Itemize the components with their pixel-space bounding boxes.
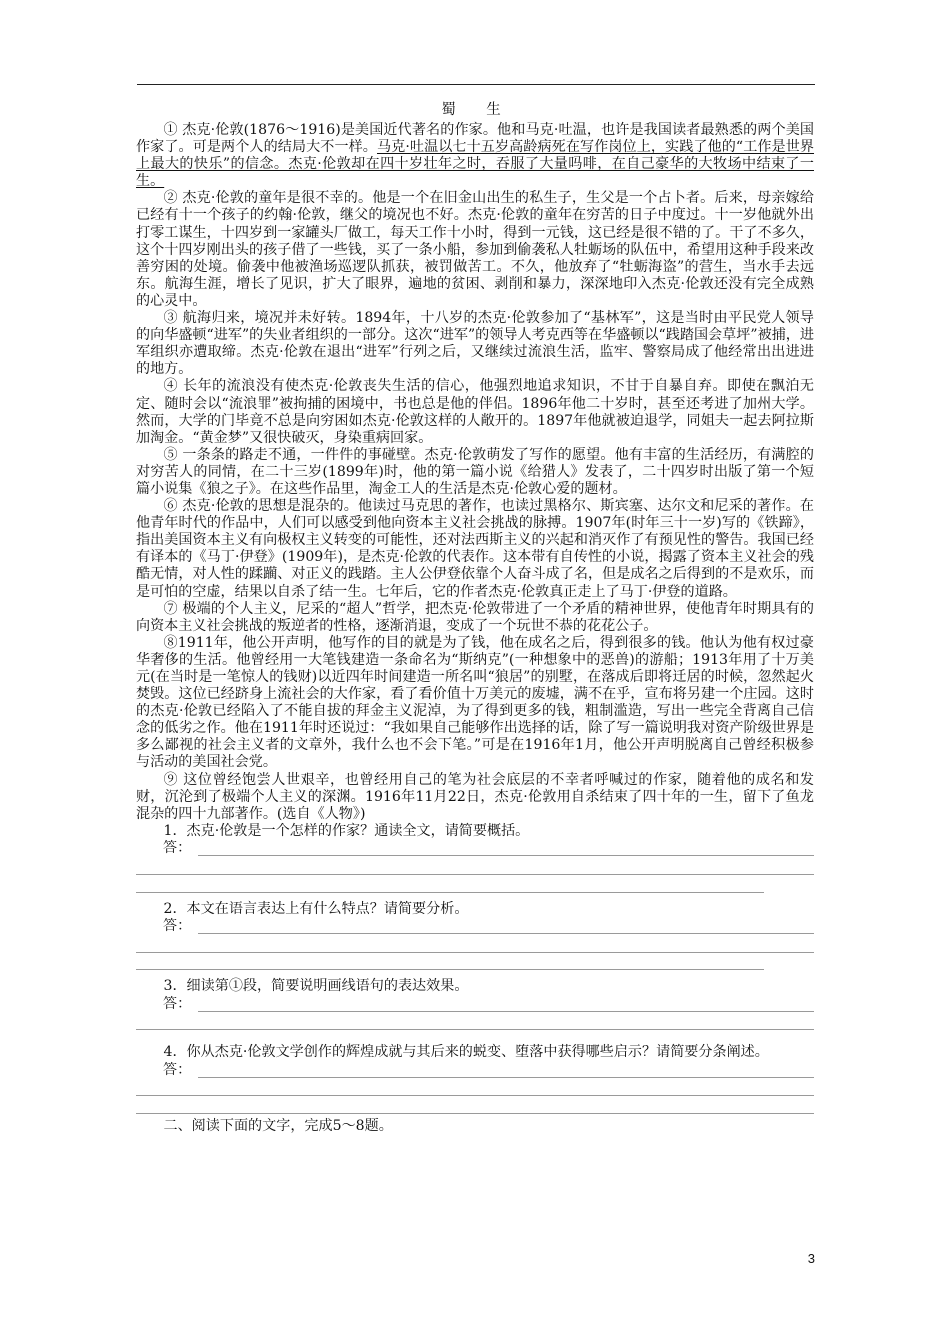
- question-3-text: 3．细读第①段，简要说明画线语句的表达效果。: [163, 978, 469, 995]
- article-paragraph: [136, 310, 814, 378]
- article-paragraph: [136, 772, 814, 823]
- question-3: [136, 978, 814, 1030]
- question-1-text: 1．杰克·伦敦是一个怎样的作家？通读全文，请简要概括。: [163, 822, 530, 839]
- answer-2-line[interactable]: [136, 935, 814, 953]
- article-paragraph: [136, 601, 814, 635]
- question-1: [136, 823, 814, 893]
- section-heading: 二、阅读下面的文字，完成5～8题。: [163, 1118, 393, 1135]
- answer-1-line[interactable]: [136, 857, 814, 875]
- paragraph-text: ⑧1911年，他公开声明，他写作的目的就是为了钱，他在成名之后，得到很多的钱。他认为他有权过豪华奢侈的生活。他曾经用一大笔钱建造一条命名为“斯纳克”(一种想象中的恶兽)的游船；1913年用了十万美元(在当时是一笔惊人的钱财)以近四年时间建造一所名叫“狼居”的别墅，在落成后即将迁居的时候，忽然起火焚毁。这位已经跻身上流社会的大作家，看了看价值十万美元的废墟，满不在乎，宣布将另建一个庄园。这时的杰克·伦敦已经陷入了不能自拔的拜金主义泥淖，为了得到更多的钱，粗制滥造，写出一些完全背离自己信念的低劣之作。他在1911年时还说过：“我如果自己能够作出选择的话，除了写一篇说明我对资产阶级世界是多么鄙视的社会主义者的文章外，我什么也不会下笔。”可是在1916年1月，他公开声明脱离自己曾经积极参与活动的美国社会党。: [136, 634, 814, 771]
- document-body: [136, 100, 814, 1135]
- paragraph-text: ④ 长年的流浪没有使杰克·伦敦丧失生活的信心，他强烈地追求知识，不甘于自暴自弃。即使在飘泊无定、随时会以“流浪罪”被拘捕的困境中，书也总是他的伴侣。1896年他二十岁时，甚至还考进了加州大学。然而，大学的门毕竟不总是向穷困如杰克·伦敦这样的人敞开的。1897年他就被迫退学，同姐夫一起去阿拉斯加淘金。“黄金梦”又很快破灭，身染重病回家。: [136, 378, 814, 446]
- article-title: 蜀 生: [441, 102, 509, 118]
- header-rule: [137, 84, 815, 85]
- question-2: [136, 901, 814, 971]
- paragraph-text: ⑤ 一条条的路走不通，一件件的事碰壁。杰克·伦敦萌发了写作的愿望。他有丰富的生活经历，有满腔的对穷苦人的同情，在二十三岁(1899年)时，他的第一篇小说《给猎人》发表了，二十四岁时出版了第一个短篇小说集《狼之子》。在这些作品里，淘金工人的生活是杰克·伦敦心爱的题材。: [136, 446, 814, 497]
- question-4-text: 4．你从杰克·伦敦文学创作的辉煌成就与其后来的蜕变、堕落中获得哪些启示？请简要分条阐述。: [163, 1044, 769, 1061]
- article-paragraph: [136, 498, 814, 601]
- underlined-sentence: 马克·吐温以七十五岁高龄病死在写作岗位上，实践了他的“工作是世界上最大的快乐”的信念。杰克·伦敦却在四十岁壮年之时，吞服了大量吗啡，在自己豪华的大牧场中结束了一生。: [136, 139, 815, 190]
- answer-3-line[interactable]: [136, 1013, 814, 1031]
- answer-2-line[interactable]: [136, 953, 764, 971]
- question-4: [136, 1044, 814, 1114]
- article-paragraph: [136, 378, 814, 446]
- answer-4-line[interactable]: [136, 1079, 814, 1097]
- answer-label: 答：: [163, 995, 192, 1012]
- article-paragraph: [136, 447, 814, 498]
- article-paragraphs: [136, 122, 814, 823]
- paragraph-text: ⑨ 这位曾经饱尝人世艰辛，也曾经用自己的笔为社会底层的不幸者呼喊过的作家，随着他的成名和发财，沉沦到了极端个人主义的深渊。1916年11月22日，杰克·伦敦用自杀结束了四十年的一生，留下了鱼龙混杂的四十九部著作。(选自《人物》): [136, 771, 814, 822]
- article-paragraph: [136, 122, 814, 190]
- answer-label: 答：: [163, 840, 192, 857]
- paragraph-text: ② 杰克·伦敦的童年是很不幸的。他是一个在旧金山出生的私生子，生父是一个占卜者。后来，母亲嫁给已经有十一个孩子的约翰·伦敦，继父的境况也不好。杰克·伦敦的童年在穷苦的日子中度过。十一岁他就外出打零工谋生，十四岁到一家罐头厂做工，每天工作十小时，得到一元钱，这已经是很不错的了。干了不多久，这个十四岁刚出头的孩子借了一些钱，买了一条小船，参加到偷袭私人牡蛎场的队伍中，希望用这种手段来改善穷困的处境。偷袭中他被渔场巡逻队抓获，被罚做苦工。不久，他放弃了“牡蛎海盗”的营生，当水手去远东。航海生涯，增长了见识，扩大了眼界，遍地的贫困、剥削和暴力，深深地印入杰克·伦敦还没有完全成熟的心灵中。: [136, 190, 814, 309]
- answer-1-line[interactable]: [136, 875, 764, 893]
- page-number: 3: [807, 1251, 815, 1266]
- answer-1-first-line[interactable]: [136, 840, 814, 857]
- question-2-text: 2．本文在语言表达上有什么特点？请简要分析。: [163, 900, 469, 917]
- answer-4-first-line[interactable]: [136, 1062, 814, 1079]
- article-paragraph: [136, 635, 814, 772]
- answer-label: 答：: [163, 1061, 192, 1078]
- article-paragraph: [136, 190, 814, 310]
- paragraph-text: ① 杰克·伦敦(1876～1916)是美国近代著名的作家。他和马克·吐温，也许是我国读者最熟悉的两个美国作家了。可是两个人的结局大不一样。: [136, 122, 814, 156]
- answer-4-line[interactable]: [136, 1096, 814, 1114]
- paragraph-text: ⑦ 极端的个人主义，尼采的“超人”哲学，把杰克·伦敦带进了一个矛盾的精神世界，使他青年时期具有的向资本主义社会挑战的叛逆者的性格，逐渐消退，变成了一个玩世不恭的花花公子。: [136, 600, 814, 634]
- paragraph-text: ⑥ 杰克·伦敦的思想是混杂的。他读过马克思的著作，也读过黑格尔、斯宾塞、达尔文和尼采的著作。在他青年时代的作品中，人们可以感受到他向资本主义社会挑战的脉搏。1907年(时年三十一岁)写的《铁蹄》，指出美国资本主义有向极权主义转变的可能性，还对法西斯主义的兴起和消灭作了有预见性的警告。我国已经有译本的《马丁·伊登》(1909年)，是杰克·伦敦的代表作。这本带有自传性的小说，揭露了资本主义社会的残酷无情，对人性的蹂躏、对正义的践踏。主人公伊登依靠个人奋斗成了名，但是成名之后得到的不是欢乐，而是可怕的空虚，结果以自杀了结一生。七年后，它的作者杰克·伦敦真正走上了马丁·伊登的道路。: [136, 498, 814, 600]
- paragraph-text: ③ 航海归来，境况并未好转。1894年，十八岁的杰克·伦敦参加了“基林军”，这是当时由平民党人领导的向华盛顿“进军”的失业者组织的一部分。这次“进军”的领导人考克西等在华盛顿以“践踏国会草坪”被捕，进军组织亦遭取缔。杰克·伦敦在退出“进军”行列之后，又继续过流浪生活，监牢、警察局成了他经常出出进进的地方。: [136, 310, 814, 378]
- answer-label: 答：: [163, 917, 192, 934]
- answer-2-first-line[interactable]: [136, 918, 814, 935]
- answer-3-first-line[interactable]: [136, 996, 814, 1013]
